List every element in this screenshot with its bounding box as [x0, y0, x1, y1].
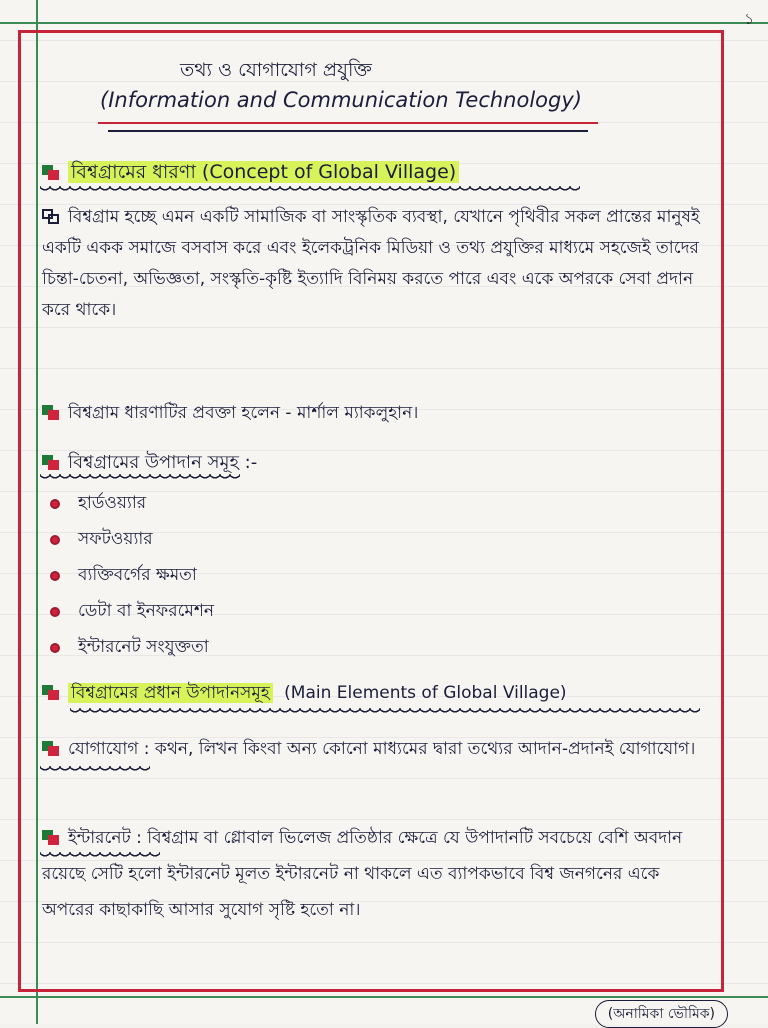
list-item [50, 522, 214, 558]
square-bullet-icon [42, 685, 60, 701]
square-bullet-icon [42, 741, 60, 757]
founder-line-text: বিশ্বগ্রাম ধারণাটির প্রবক্তা হলেন - মার্শাল ম্যাকলুহান। [68, 403, 419, 423]
list-item-text: ইন্টারনেট সংযুক্ততা [78, 637, 209, 657]
wavy-underline [70, 708, 700, 716]
components-heading-text: বিশ্বগ্রামের উপাদান সমূহ :- [68, 452, 258, 473]
top-ruled-line [0, 22, 768, 24]
list-item-text: ব্যক্তিবর্গের ক্ষমতা [78, 565, 197, 585]
red-dot-icon [50, 499, 60, 509]
red-dot-icon [50, 607, 60, 617]
list-item [50, 558, 214, 594]
founder-line [42, 400, 418, 428]
red-dot-icon [50, 571, 60, 581]
concept-heading-text: বিশ্বগ্রামের ধারণা (Concept of Global Village) [68, 161, 459, 183]
list-item [50, 594, 214, 630]
list-item [50, 630, 214, 666]
square-bullet-icon [42, 830, 60, 846]
author-signature: (অনামিকা ভৌমিক) [595, 1000, 728, 1028]
outline-square-icon [42, 209, 60, 225]
square-bullet-icon [42, 165, 60, 181]
list-item [50, 486, 214, 522]
wavy-underline [40, 474, 240, 482]
internet-paragraph-text: ইন্টারনেট : বিশ্বগ্রাম বা গ্লোবাল ভিলেজ প্রতিষ্ঠার ক্ষেত্রে যে উপাদানটি সবচেয়ে বেশি অবদান রয়েছে সেটি হলো ইন্টারনেট মূলত ইন্টারনেট না থাকলে এত ব্যাপকভাবে বিশ্ব জনগনের একে অপরের কাছাকাছি আসার সুযোগ সৃষ্টি হতো না। [42, 828, 683, 920]
wavy-underline [40, 186, 580, 194]
internet-paragraph [42, 820, 702, 928]
concept-paragraph [42, 202, 702, 326]
bottom-ruled-line [0, 996, 768, 998]
main-elements-heading [42, 680, 567, 708]
components-list [50, 486, 214, 666]
list-item-text: ডেটা বা ইনফরমেশন [78, 601, 215, 621]
wavy-underline [40, 766, 150, 774]
list-item-text: সফটওয়্যার [78, 529, 153, 549]
list-item-text: হার্ডওয়্যার [78, 493, 147, 513]
square-bullet-icon [42, 455, 60, 471]
page-title-bengali: তথ্য ও যোগাযোগ প্রযুক্তি [180, 59, 372, 81]
red-dot-icon [50, 643, 60, 653]
communication-paragraph [42, 732, 702, 766]
main-elements-heading-bn: বিশ্বগ্রামের প্রধান উপাদানসমূহ [68, 683, 273, 703]
page-title-english: (Information and Communication Technology) [100, 88, 582, 112]
title-underline-secondary [108, 130, 588, 132]
wavy-underline [40, 852, 160, 860]
communication-paragraph-text: যোগাযোগ : কথন, লিখন কিংবা অন্য কোনো মাধ্যমের দ্বারা তথ্যের আদান-প্রদানই যোগাযোগ। [68, 739, 696, 759]
title-underline [98, 122, 598, 124]
concept-paragraph-text: বিশ্বগ্রাম হচ্ছে এমন একটি সামাজিক বা সাংস্কৃতিক ব্যবস্থা, যেখানে পৃথিবীর সকল প্রান্তের মানুষই একটি একক সমাজে বসবাস করে এবং ইলেকট্রনিক মিডিয়া ও তথ্য প্রযুক্তির মাধ্যমে সহজেই তাদের চিন্তা-চেতনা, অভিজ্ঞতা, সংস্কৃতি-কৃষ্টি ইত্যাদি বিনিময় করতে পারে এবং একে অপরকে সেবা প্রদান করে থাকে। [42, 207, 700, 320]
main-elements-heading-en: (Main Elements of Global Village) [284, 683, 567, 703]
page-number: ১ [744, 10, 754, 28]
square-bullet-icon [42, 405, 60, 421]
red-dot-icon [50, 535, 60, 545]
